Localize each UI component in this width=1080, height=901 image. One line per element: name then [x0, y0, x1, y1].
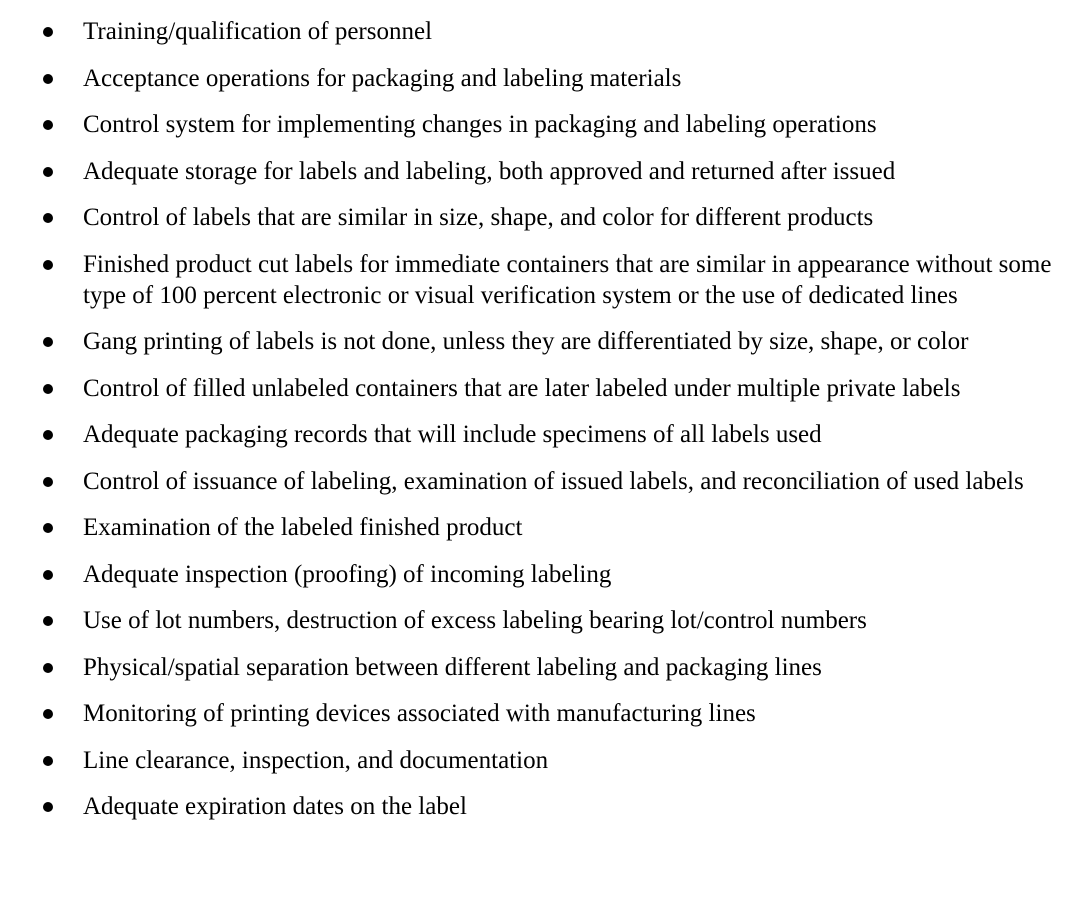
- bullet-icon: [43, 384, 53, 394]
- list-item-text: Training/qualification of personnel: [83, 18, 433, 45]
- bullet-icon: [43, 616, 53, 626]
- list-item-text: Control system for implementing changes in packaging and labeling operations: [83, 111, 877, 138]
- list-item-text: Adequate expiration dates on the label: [83, 793, 467, 820]
- list-item-text: Adequate packaging records that will include specimens of all labels used: [83, 421, 822, 448]
- bullet-icon: [43, 523, 53, 533]
- bullet-icon: [43, 802, 53, 812]
- list-item-text: Monitoring of printing devices associated with manufacturing lines: [83, 700, 756, 727]
- bullet-icon: [43, 756, 53, 766]
- list-item: [0, 63, 1080, 94]
- list-item: [0, 698, 1080, 729]
- bullet-icon: [43, 570, 53, 580]
- list-item-text: Adequate inspection (proofing) of incoming labeling: [83, 560, 612, 588]
- bullet-icon: [43, 337, 53, 347]
- bullet-icon: [43, 167, 53, 177]
- bullet-icon: [43, 430, 53, 440]
- list-item: [0, 559, 1080, 590]
- list-item: [0, 466, 1080, 497]
- list-item: [0, 419, 1080, 450]
- bullet-icon: [43, 477, 53, 487]
- list-item: [0, 326, 1080, 357]
- list-item: [0, 249, 1080, 311]
- bullet-icon: [43, 74, 53, 84]
- list-item-text: Physical/spatial separation between different labeling and packaging lines: [83, 653, 822, 681]
- list-item-text: Control of issuance of labeling, examination of issued labels, and reconciliation of used labels: [83, 467, 1024, 495]
- list-item: [0, 745, 1080, 776]
- bullet-icon: [43, 709, 53, 719]
- bullet-icon: [43, 260, 53, 270]
- list-item-text: Use of lot numbers, destruction of excess labeling bearing lot/control numbers: [83, 607, 867, 634]
- list-item: [0, 373, 1080, 404]
- list-item-text: Acceptance operations for packaging and labeling materials: [83, 64, 682, 92]
- list-item-text: Adequate storage for labels and labeling, both approved and returned after issued: [83, 157, 896, 185]
- bullet-icon: [43, 120, 53, 130]
- list-item: [0, 156, 1080, 187]
- list-item: [0, 605, 1080, 636]
- bullet-icon: [43, 663, 53, 673]
- list-item-text: Control of filled unlabeled containers that are later labeled under multiple private labels: [83, 374, 961, 402]
- list-item-text: Examination of the labeled finished product: [83, 514, 523, 541]
- list-item: [0, 652, 1080, 683]
- list-item: [0, 109, 1080, 140]
- list-item: [0, 202, 1080, 233]
- bullet-list: [0, 16, 1080, 822]
- list-item-text: Control of labels that are similar in size, shape, and color for different products: [83, 204, 874, 231]
- list-item-text: Finished product cut labels for immediate containers that are similar in appearance without some type of 100 percent electronic or visual verification system or the use of dedicated lines: [83, 250, 1052, 309]
- list-item-text: Line clearance, inspection, and documentation: [83, 746, 549, 774]
- bullet-icon: [43, 27, 53, 37]
- list-item: [0, 791, 1080, 822]
- document-page: [0, 16, 1080, 838]
- list-item: [0, 512, 1080, 543]
- list-item: [0, 16, 1080, 47]
- list-item-text: Gang printing of labels is not done, unless they are differentiated by size, shape, or color: [83, 328, 969, 355]
- bullet-icon: [43, 213, 53, 223]
